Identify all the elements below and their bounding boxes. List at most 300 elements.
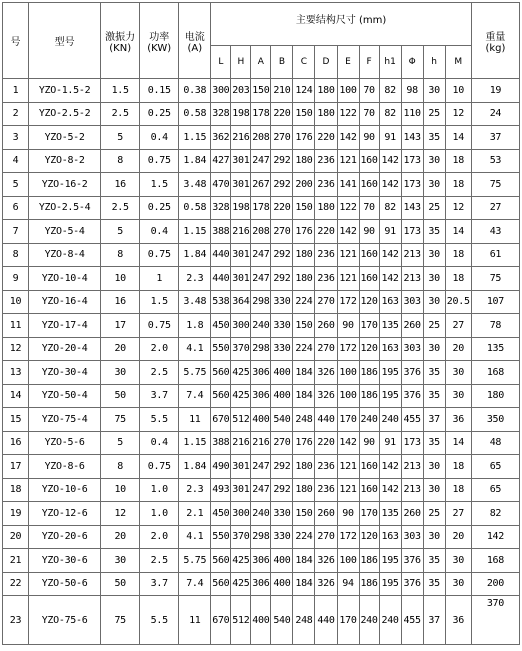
table-cell: 220 [315,220,337,244]
table-cell: 142 [379,478,401,502]
table-cell: 100 [337,79,359,103]
table-cell: 75 [471,173,519,197]
header-dim-col: F [359,46,379,79]
table-cell: 20 [445,525,471,549]
table-cell: 7 [3,220,29,244]
table-cell: 50 [101,572,140,596]
header-dim-col: H [231,46,251,79]
table-cell: 208 [251,220,271,244]
table-cell: YZO-2.5-2 [29,102,101,126]
table-cell: 7.4 [179,384,211,408]
table-cell: 220 [315,126,337,150]
table-cell: 163 [379,337,401,361]
table-cell: 30 [423,79,445,103]
table-cell: 1.84 [179,455,211,479]
table-cell: 142 [337,126,359,150]
table-cell: 19 [3,502,29,526]
header-weight-unit: (kg) [485,42,506,54]
table-cell: 20 [101,337,140,361]
table-cell: 400 [271,572,293,596]
table-cell: 2.5 [140,361,179,385]
table-cell: 11 [179,596,211,645]
table-cell: 48 [471,431,519,455]
table-cell: 670 [211,596,231,645]
table-cell: 260 [401,314,423,338]
table-cell: 18 [445,267,471,291]
table-row [3,290,520,314]
table-cell: 0.25 [140,196,179,220]
table-cell: 173 [401,220,423,244]
table-cell: 11 [3,314,29,338]
table-cell: 0.75 [140,314,179,338]
table-cell: 247 [251,243,271,267]
table-cell: 27 [445,314,471,338]
table-cell: 3 [3,126,29,150]
table-cell: 400 [251,408,271,432]
table-cell: 14 [445,126,471,150]
table-cell: 200 [293,173,315,197]
table-cell: 170 [337,596,359,645]
table-cell: 216 [231,126,251,150]
table-cell: 91 [379,126,401,150]
table-cell: 6 [3,196,29,220]
table-cell: 30 [423,290,445,314]
table-cell: 240 [251,314,271,338]
table-cell: 184 [293,361,315,385]
table-cell: 370 [231,337,251,361]
table-cell: 170 [359,314,379,338]
table-cell: 142 [379,149,401,173]
table-cell: 160 [359,478,379,502]
table-cell: 330 [271,337,293,361]
spec-table-body [3,3,520,645]
table-cell: 16 [101,290,140,314]
table-cell: 270 [271,220,293,244]
table-cell: 203 [231,79,251,103]
table-cell: 20 [3,525,29,549]
table-cell: 330 [271,525,293,549]
table-cell: 326 [315,572,337,596]
table-cell: 25 [423,314,445,338]
table-cell: 4.1 [179,525,211,549]
header-dim-col: M [445,46,471,79]
table-cell: 2.0 [140,525,179,549]
table-cell: 100 [337,384,359,408]
table-cell: 440 [315,596,337,645]
table-cell: 9 [3,267,29,291]
table-cell: 75 [471,267,519,291]
table-cell: 2.0 [140,337,179,361]
table-cell: 90 [359,220,379,244]
table-cell: 37 [423,596,445,645]
table-cell: 23 [3,596,29,645]
table-cell: YZO-5-2 [29,126,101,150]
table-row [3,149,520,173]
table-cell: 270 [315,337,337,361]
table-cell: 300 [231,314,251,338]
table-cell: 1.84 [179,149,211,173]
table-cell: YZO-20-4 [29,337,101,361]
table-cell: 135 [379,314,401,338]
table-cell: 330 [271,314,293,338]
table-row [3,455,520,479]
table-cell: 176 [293,431,315,455]
header-dim-col: B [271,46,293,79]
table-cell: 1 [140,267,179,291]
table-cell: 195 [379,572,401,596]
table-cell: 160 [359,455,379,479]
table-cell: 37 [423,408,445,432]
table-cell: 247 [251,455,271,479]
table-cell: 160 [359,267,379,291]
table-cell: 400 [271,549,293,573]
table-cell: 306 [251,549,271,573]
table-cell: 301 [231,455,251,479]
table-cell: 180 [293,149,315,173]
table-cell: 30 [101,361,140,385]
header-dim-col: D [315,46,337,79]
table-cell: 12 [445,196,471,220]
table-cell: 184 [293,549,315,573]
table-cell: 30 [423,337,445,361]
header-dim-col: L [211,46,231,79]
table-cell: 470 [211,173,231,197]
table-cell: 12 [101,502,140,526]
table-cell: 455 [401,596,423,645]
table-cell: 362 [211,126,231,150]
table-cell: 172 [337,525,359,549]
table-cell: 82 [379,196,401,220]
table-cell: 300 [231,502,251,526]
table-cell: 2.5 [101,196,140,220]
table-cell: 90 [337,314,359,338]
table-cell: 400 [271,384,293,408]
table-cell: YZO-2.5-4 [29,196,101,220]
table-cell: 90 [359,126,379,150]
table-cell: 75 [101,408,140,432]
table-cell: 292 [271,478,293,502]
table-cell: 14 [445,220,471,244]
table-cell: 18 [3,478,29,502]
table-cell: 388 [211,431,231,455]
table-cell: 90 [359,431,379,455]
table-cell: 224 [293,525,315,549]
table-cell: 236 [315,243,337,267]
table-cell: 2.5 [101,102,140,126]
table-cell: 35 [423,361,445,385]
table-cell: 425 [231,549,251,573]
table-cell: 50 [101,384,140,408]
table-cell: 376 [401,572,423,596]
table-cell: 388 [211,220,231,244]
table-cell: 425 [231,361,251,385]
table-cell: 180 [293,478,315,502]
header-dim-col: C [293,46,315,79]
table-cell: 173 [401,149,423,173]
table-cell: 303 [401,337,423,361]
table-cell: 30 [423,525,445,549]
table-cell: 267 [251,173,271,197]
table-cell: 180 [293,455,315,479]
table-cell: 172 [337,290,359,314]
table-cell: 180 [293,267,315,291]
table-cell: 240 [251,502,271,526]
table-cell: 1 [3,79,29,103]
table-cell: 298 [251,290,271,314]
table-cell: 143 [401,126,423,150]
table-cell: 493 [211,478,231,502]
table-cell: 5 [101,126,140,150]
table-cell: 198 [231,196,251,220]
table-cell: 370 [471,596,519,645]
table-cell: 13 [3,361,29,385]
table-cell: 107 [471,290,519,314]
table-cell: 0.75 [140,243,179,267]
table-cell: 163 [379,290,401,314]
table-cell: 236 [315,267,337,291]
table-cell: 142 [379,455,401,479]
header-row-1 [3,3,520,46]
table-cell: 150 [293,196,315,220]
table-cell: 10 [445,79,471,103]
table-cell: 78 [471,314,519,338]
table-cell: 184 [293,384,315,408]
table-cell: 2.1 [179,502,211,526]
header-weight [471,3,519,79]
table-cell: 538 [211,290,231,314]
table-cell: 247 [251,267,271,291]
table-cell: 240 [379,596,401,645]
table-cell: 292 [271,149,293,173]
table-cell: 30 [445,549,471,573]
table-row [3,502,520,526]
table-cell: 248 [293,596,315,645]
table-cell: YZO-5-6 [29,431,101,455]
table-cell: 2.5 [140,549,179,573]
table-cell: 4.1 [179,337,211,361]
table-cell: 135 [379,502,401,526]
table-cell: 540 [271,596,293,645]
table-cell: 142 [337,220,359,244]
table-cell: 303 [401,290,423,314]
table-cell: 18 [445,149,471,173]
table-cell: 121 [337,243,359,267]
header-no: 号 [3,3,29,79]
table-cell: 121 [337,455,359,479]
table-cell: 3.48 [179,173,211,197]
table-cell: 36 [445,408,471,432]
table-cell: 208 [251,126,271,150]
table-cell: 300 [211,79,231,103]
header-force [101,3,140,79]
table-cell: YZO-12-6 [29,502,101,526]
table-cell: 248 [293,408,315,432]
table-cell: 200 [471,572,519,596]
table-cell: 298 [251,337,271,361]
table-cell: YZO-8-6 [29,455,101,479]
table-cell: 180 [315,102,337,126]
table-cell: 326 [315,384,337,408]
table-cell: 135 [471,337,519,361]
table-cell: 14 [445,431,471,455]
table-cell: 236 [315,173,337,197]
table-cell: 450 [211,502,231,526]
table-cell: 216 [231,431,251,455]
table-cell: 35 [423,549,445,573]
table-cell: 0.15 [140,79,179,103]
table-cell: 18 [445,455,471,479]
table-cell: 490 [211,455,231,479]
table-cell: 5.5 [140,596,179,645]
table-cell: 35 [423,384,445,408]
table-cell: 216 [231,220,251,244]
table-cell: 27 [471,196,519,220]
table-cell: 17 [3,455,29,479]
table-cell: 270 [271,126,293,150]
table-cell: 124 [293,79,315,103]
table-cell: 292 [271,243,293,267]
table-cell: 30 [423,267,445,291]
table-cell: 17 [101,314,140,338]
table-cell: 122 [337,102,359,126]
table-cell: YZO-5-4 [29,220,101,244]
table-cell: 1.15 [179,431,211,455]
table-cell: 376 [401,384,423,408]
table-cell: 35 [423,126,445,150]
table-cell: 12 [3,337,29,361]
table-cell: YZO-1.5-2 [29,79,101,103]
table-cell: 65 [471,478,519,502]
table-cell: 328 [211,102,231,126]
table-row [3,408,520,432]
table-row [3,126,520,150]
table-cell: 160 [359,149,379,173]
table-cell: 82 [471,502,519,526]
table-row [3,572,520,596]
table-cell: 450 [211,314,231,338]
table-cell: 186 [359,572,379,596]
table-cell: 7.4 [179,572,211,596]
table-cell: 213 [401,267,423,291]
table-cell: 330 [271,290,293,314]
table-cell: 220 [271,102,293,126]
table-cell: 18 [445,243,471,267]
header-force-label: 激振力 [105,31,136,43]
table-cell: 0.58 [179,196,211,220]
header-dimensions: 主要结构尺寸 (mm) [211,3,472,46]
table-cell: YZO-50-4 [29,384,101,408]
table-cell: 142 [337,431,359,455]
table-cell: 247 [251,149,271,173]
table-row [3,549,520,573]
table-cell: 213 [401,455,423,479]
table-cell: 236 [315,149,337,173]
header-force-unit: (KN) [109,42,132,54]
table-row [3,196,520,220]
table-cell: 82 [379,102,401,126]
table-cell: 301 [231,243,251,267]
table-cell: 12 [445,102,471,126]
table-cell: 224 [293,337,315,361]
table-cell: 142 [471,525,519,549]
table-cell: 1.5 [101,79,140,103]
table-row [3,243,520,267]
table-cell: 184 [293,572,315,596]
table-cell: 20 [445,337,471,361]
table-cell: 440 [315,408,337,432]
table-cell: 5.5 [140,408,179,432]
table-cell: 36 [445,596,471,645]
table-row [3,596,520,645]
table-cell: 121 [337,478,359,502]
table-cell: 94 [337,572,359,596]
table-cell: 270 [315,290,337,314]
table-cell: 3.7 [140,572,179,596]
table-cell: 298 [251,525,271,549]
table-cell: 160 [359,243,379,267]
table-cell: 172 [337,337,359,361]
table-cell: 4 [3,149,29,173]
table-cell: 376 [401,549,423,573]
table-cell: 98 [401,79,423,103]
header-dim-col: A [251,46,271,79]
table-cell: 376 [401,361,423,385]
table-cell: 1.8 [179,314,211,338]
table-cell: 195 [379,361,401,385]
table-cell: 195 [379,549,401,573]
table-cell: 180 [293,243,315,267]
table-cell: 150 [293,502,315,526]
table-cell: YZO-10-4 [29,267,101,291]
table-cell: 61 [471,243,519,267]
table-cell: 427 [211,149,231,173]
table-cell: 170 [337,408,359,432]
header-power-label: 功率 [149,31,170,43]
table-cell: 168 [471,361,519,385]
table-cell: 91 [379,220,401,244]
table-cell: 65 [471,455,519,479]
table-cell: 512 [231,596,251,645]
table-cell: 440 [211,243,231,267]
table-cell: 1.15 [179,126,211,150]
table-cell: 122 [337,196,359,220]
table-cell: 292 [271,173,293,197]
table-cell: 37 [471,126,519,150]
table-cell: 0.58 [179,102,211,126]
table-cell: 10 [101,478,140,502]
table-cell: 306 [251,384,271,408]
table-cell: 224 [293,290,315,314]
table-cell: 512 [231,408,251,432]
table-cell: 70 [359,79,379,103]
table-cell: 141 [337,173,359,197]
table-cell: 176 [293,220,315,244]
header-power-unit: (KW) [147,42,172,54]
table-cell: 350 [471,408,519,432]
table-cell: 0.4 [140,126,179,150]
table-cell: 178 [251,102,271,126]
table-cell: 180 [315,196,337,220]
table-cell: 301 [231,173,251,197]
table-cell: 176 [293,126,315,150]
table-cell: 270 [315,525,337,549]
table-cell: 0.75 [140,455,179,479]
table-cell: 82 [379,79,401,103]
table-cell: 75 [101,596,140,645]
table-cell: 180 [471,384,519,408]
table-cell: 370 [231,525,251,549]
table-cell: 236 [315,455,337,479]
